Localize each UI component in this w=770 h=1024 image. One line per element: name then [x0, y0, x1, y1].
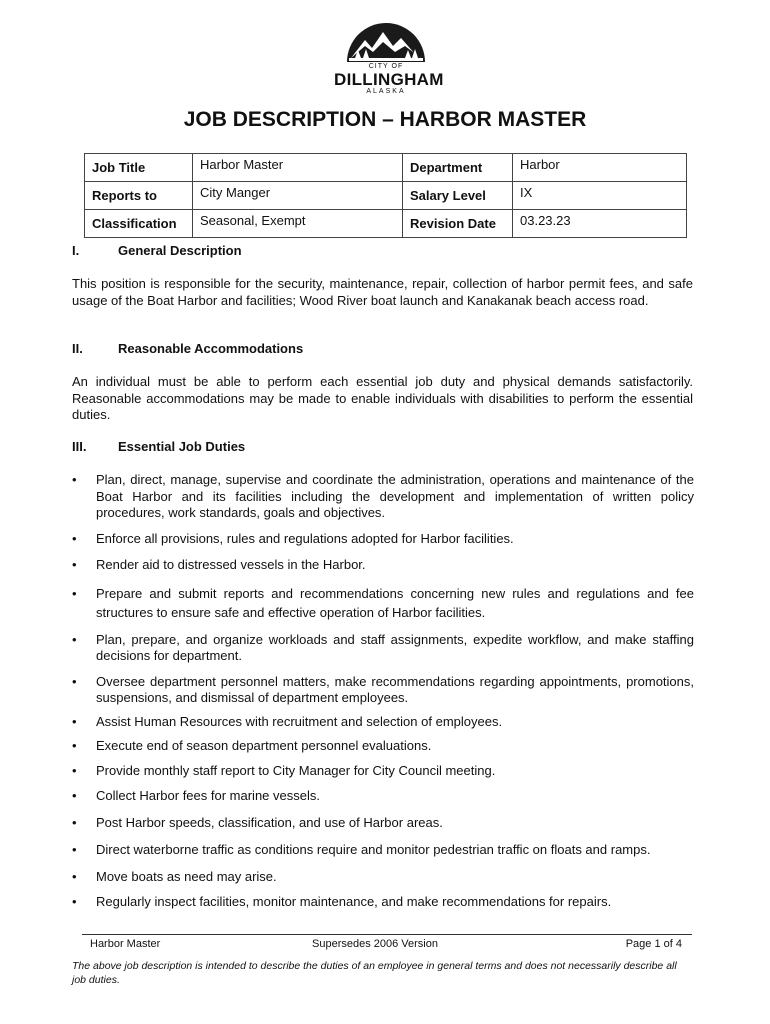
salary-level-label: Salary Level — [403, 182, 513, 210]
logo-top-text: CITY OF — [368, 63, 404, 70]
section-number: I. — [72, 243, 80, 258]
section-heading-general — [72, 243, 242, 258]
list-item: • Execute end of season department personnel evaluations. — [72, 738, 694, 755]
section-number: II. — [72, 341, 83, 356]
section-heading-accommodations — [72, 341, 303, 356]
section-heading-duties — [72, 439, 245, 454]
list-item: • Post Harbor speeds, classification, and use of Harbor areas. — [72, 815, 694, 832]
reports-to-value: City Manger — [193, 182, 403, 210]
mountain-landscape-icon — [345, 18, 427, 64]
list-item: • Plan, prepare, and organize workloads and staff assignments, expedite workflow, and make staffing decisions for department. — [72, 632, 694, 665]
city-logo — [334, 18, 444, 100]
footer-center: Supersedes 2006 Version — [312, 938, 438, 950]
list-item: • Move boats as need may arise. — [72, 869, 694, 886]
list-item: • Regularly inspect facilities, monitor maintenance, and make recommendations for repairs. — [72, 894, 694, 911]
revision-date-label: Revision Date — [403, 210, 513, 238]
list-item: • Plan, direct, manage, supervise and coordinate the administration, operations and maintenance of the Boat Harbor and its facilities including the development and implementation of written policy procedures, work standards, goals and objectives. — [72, 472, 694, 522]
footer-disclaimer: The above job description is intended to describe the duties of an employee in general terms and does not necessarily describe all job duties. — [72, 960, 677, 986]
classification-value: Seasonal, Exempt — [193, 210, 403, 238]
footer-left: Harbor Master — [90, 938, 161, 950]
job-title-value: Harbor Master — [193, 154, 403, 182]
list-item: • Prepare and submit reports and recommendations concerning new rules and regulations and fee structures to ensure safe and effective operation of Harbor facilities. — [72, 584, 694, 622]
section-title: General Description — [118, 243, 242, 258]
table-row — [85, 210, 687, 238]
section-number: III. — [72, 439, 87, 454]
logo-state-name: ALASKA — [366, 88, 406, 95]
general-description-text: This position is responsible for the security, maintenance, repair, collection of harbor permit fees, and safe usage of the Boat Harbor and facilities; Wood River boat launch and Kanakanak beach access road. — [72, 276, 693, 308]
table-row — [85, 154, 687, 182]
list-item: • Provide monthly staff report to City Manager for City Council meeting. — [72, 763, 694, 780]
duties-list — [72, 472, 694, 911]
list-item: • Oversee department personnel matters, make recommendations regarding appointments, promotions, suspensions, and dismissal of department employees. — [72, 674, 694, 707]
accommodations-text: An individual must be able to perform each essential job duty and physical demands satisfactorily. Reasonable accommodations may be made to enable individuals with disabilities to perform the essential duties. — [72, 374, 693, 422]
revision-date-value: 03.23.23 — [513, 210, 687, 238]
department-label: Department — [403, 154, 513, 182]
table-row — [85, 182, 687, 210]
list-item: • Render aid to distressed vessels in the Harbor. — [72, 557, 694, 574]
section-title: Essential Job Duties — [118, 439, 246, 454]
job-info-table — [84, 153, 687, 238]
list-item: • Direct waterborne traffic as conditions require and monitor pedestrian traffic on floats and ramps. — [72, 842, 694, 859]
list-item: • Collect Harbor fees for marine vessels. — [72, 788, 694, 805]
list-item: • Enforce all provisions, rules and regulations adopted for Harbor facilities. — [72, 531, 694, 548]
salary-level-value: IX — [513, 182, 687, 210]
list-item: • Assist Human Resources with recruitment and selection of employees. — [72, 714, 694, 731]
department-value: Harbor — [513, 154, 687, 182]
classification-label: Classification — [85, 210, 193, 238]
section-title: Reasonable Accommodations — [118, 341, 304, 356]
reports-to-label: Reports to — [85, 182, 193, 210]
page-title: JOB DESCRIPTION – HARBOR MASTER — [183, 108, 587, 131]
footer-divider — [82, 934, 692, 935]
logo-city-name: DILLINGHAM — [334, 70, 444, 89]
job-title-label: Job Title — [85, 154, 193, 182]
page-number: Page 1 of 4 — [625, 938, 682, 950]
